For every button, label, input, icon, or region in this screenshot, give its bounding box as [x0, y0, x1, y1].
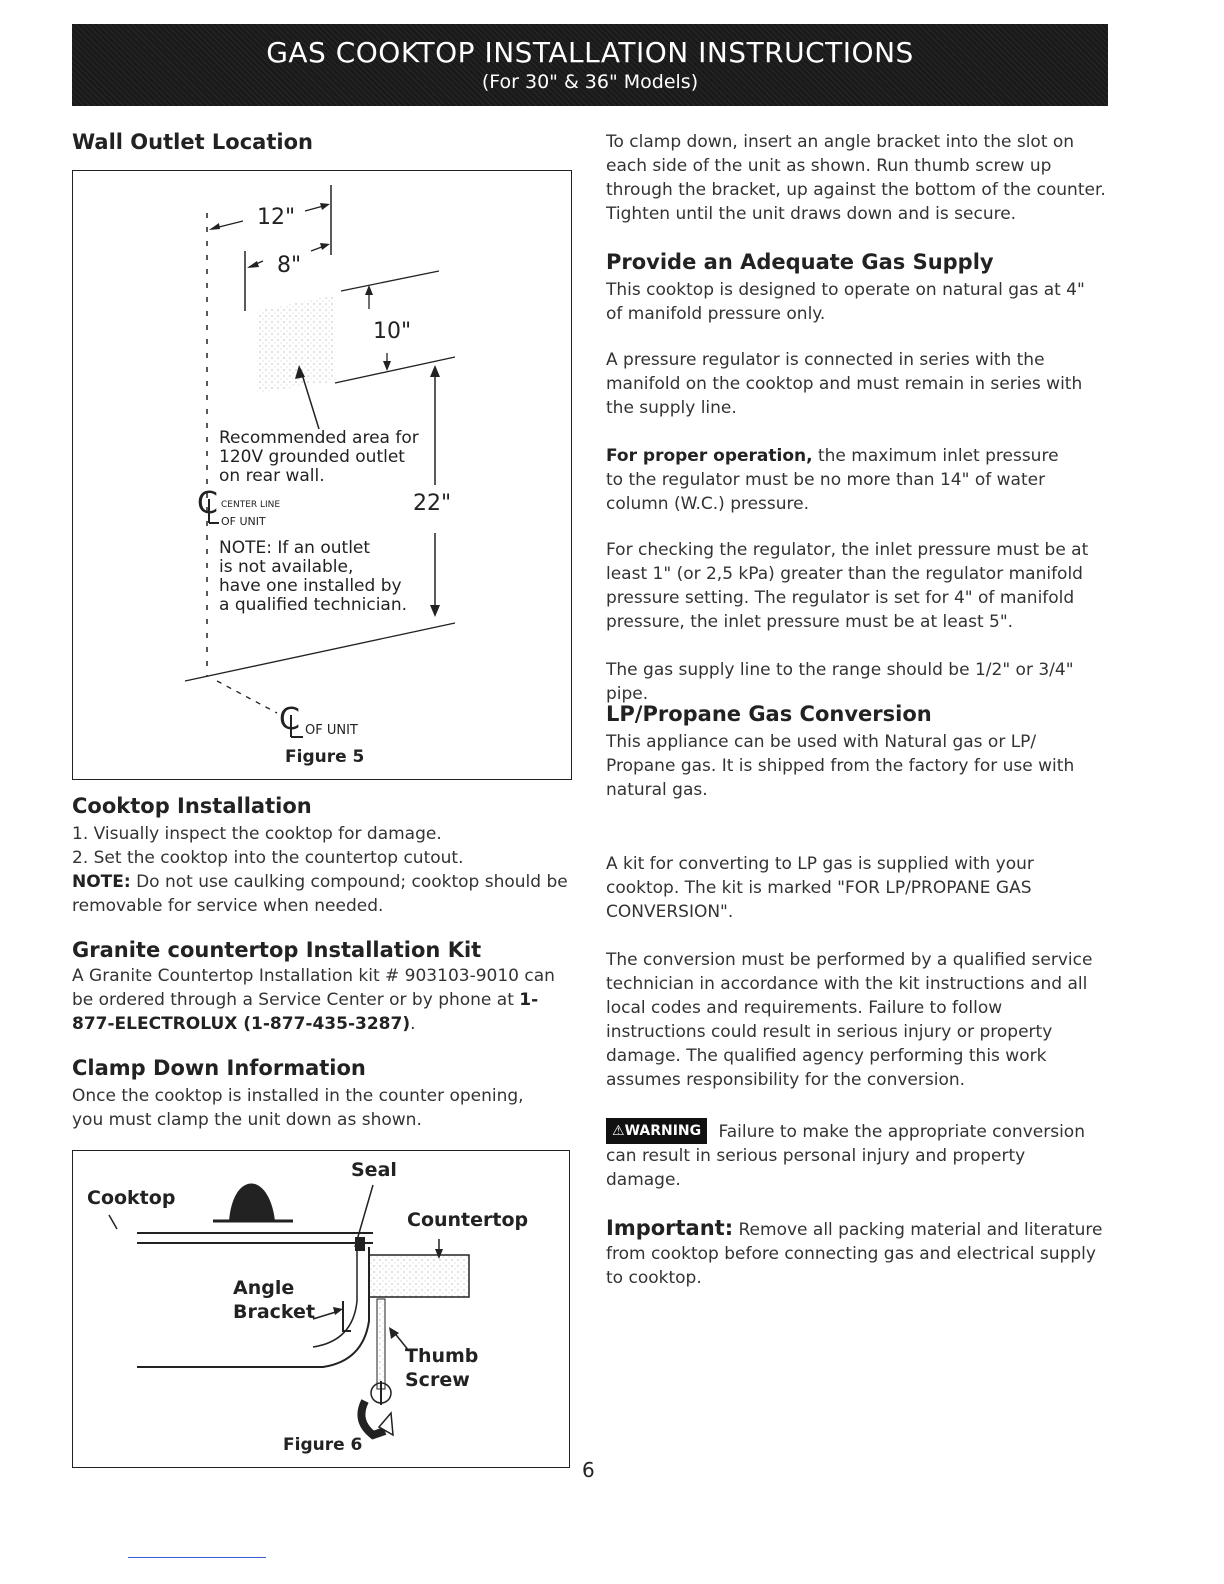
dim-8: 8" — [277, 253, 302, 278]
install-step-1: 1. Visually inspect the cooktop for damage. — [72, 824, 442, 844]
clamp-down-heading: Clamp Down Information — [72, 1056, 366, 1080]
of-unit-label-bottom: OF UNIT — [305, 723, 358, 738]
of-unit-label-top: OF UNIT — [221, 515, 266, 528]
note-line-2: is not available, — [219, 557, 354, 577]
thumb-label: Thumb — [405, 1345, 479, 1367]
gas-supply-heading: Provide an Adequate Gas Supply — [606, 250, 994, 274]
recommended-area-text — [219, 429, 419, 486]
granite-kit-end: . — [410, 1014, 416, 1034]
page-subtitle: (For 30" & 36" Models) — [481, 71, 699, 93]
proper-operation-text: the maximum inlet pressure to the regulator must be no more than 14" of water column (W.C.) pressure. — [606, 446, 1059, 514]
important-text: Remove all packing material and literature from cooktop before connecting gas and electrical supply to cooktop. — [606, 1220, 1103, 1288]
countertop-label: Countertop — [407, 1209, 529, 1231]
footer-rule — [128, 1557, 266, 1558]
screw-label: Screw — [405, 1369, 470, 1391]
page-title: GAS COOKTOP INSTALLATION INSTRUCTIONS — [266, 36, 914, 69]
center-line-label: CENTER LINE — [221, 500, 281, 510]
note-line-3: have one installed by — [219, 576, 402, 596]
bracket-label: Bracket — [233, 1301, 316, 1323]
granite-kit-body — [72, 964, 572, 1036]
proper-operation-label: For proper operation, — [606, 446, 813, 466]
granite-kit-phone: 1-877-ELECTROLUX (1-877-435-3287) — [72, 990, 539, 1034]
cooktop-label: Cooktop — [87, 1187, 176, 1209]
angle-label: Angle — [233, 1277, 295, 1299]
cooktop-installation-heading: Cooktop Installation — [72, 794, 312, 818]
recommend-line-2: 120V grounded outlet — [219, 447, 405, 467]
install-note-label: NOTE: — [72, 872, 131, 892]
gas-supply-p5: The gas supply line to the range should be 1/2" or 3/4" pipe. — [606, 660, 1074, 704]
warning-badge-label: WARNING — [624, 1123, 702, 1139]
lp-conversion-heading: LP/Propane Gas Conversion — [606, 702, 932, 726]
warning-triangle-icon: ⚠ — [612, 1123, 625, 1139]
figure-6 — [72, 1150, 570, 1468]
figure-6-caption: Figure 6 — [283, 1435, 363, 1455]
seal-label: Seal — [351, 1159, 397, 1181]
gas-supply-p4: For checking the regulator, the inlet pressure must be at least 1" (or 2,5 kPa) greater than the regulator manifold pressure setting. The regulator is set for 4" of manifold pressure, the inlet pressure must be at least 5". — [606, 540, 1089, 632]
svg-text:C: C — [197, 486, 218, 521]
gas-supply-p3 — [606, 444, 1076, 516]
note-line-1: NOTE: If an outlet — [219, 538, 371, 558]
dim-10: 10" — [373, 319, 412, 344]
important-paragraph — [606, 1216, 1106, 1290]
install-step-2: 2. Set the cooktop into the countertop cutout. — [72, 848, 464, 868]
dim-22: 22" — [413, 491, 452, 516]
lp-p2: A kit for converting to LP gas is supplied with your cooktop. The kit is marked "FOR LP/PROPANE GAS CONVERSION". — [606, 854, 1034, 922]
recommend-line-3: on rear wall. — [219, 466, 325, 486]
page-number: 6 — [582, 1458, 595, 1482]
warning-paragraph — [606, 1118, 1086, 1192]
svg-text:C: C — [279, 702, 300, 737]
figure-5 — [72, 170, 572, 780]
figure-5-caption: Figure 5 — [285, 747, 365, 767]
clamp-continued-text: To clamp down, insert an angle bracket into the slot on each side of the unit as shown. Run thumb screw up through the bracket, up against the bottom of the counter. Tighten until the unit draws down and is secure. — [606, 132, 1106, 224]
warning-badge — [606, 1118, 707, 1144]
dim-12: 12" — [257, 205, 296, 230]
title-banner — [72, 24, 1108, 106]
recommend-line-1: Recommended area for — [219, 428, 419, 448]
important-label: Important: — [606, 1216, 734, 1240]
install-note-text: Do not use caulking compound; cooktop should be removable for service when needed. — [72, 872, 568, 916]
gas-supply-p1: This cooktop is designed to operate on natural gas at 4" of manifold pressure only. — [606, 280, 1085, 324]
warning-text: Failure to make the appropriate conversion can result in serious personal injury and property damage. — [606, 1122, 1085, 1190]
granite-kit-text: A Granite Countertop Installation kit # 903103-9010 can be ordered through a Service Center or by phone at — [72, 966, 555, 1010]
note-text — [219, 539, 407, 615]
granite-kit-heading: Granite countertop Installation Kit — [72, 938, 482, 962]
cooktop-installation-body — [72, 822, 572, 918]
wall-outlet-heading: Wall Outlet Location — [72, 130, 313, 154]
install-note — [72, 870, 572, 918]
note-line-4: a qualified technician. — [219, 595, 408, 615]
clamp-down-body: Once the cooktop is installed in the counter opening, you must clamp the unit down as shown. — [72, 1086, 524, 1130]
gas-supply-p2: A pressure regulator is connected in series with the manifold on the cooktop and must remain in series with the supply line. — [606, 350, 1083, 418]
lp-p1: This appliance can be used with Natural gas or LP/ Propane gas. It is shipped from the factory for use with natural gas. — [606, 732, 1075, 800]
lp-p3: The conversion must be performed by a qualified service technician in accordance with the kit instructions and all local codes and requirements. Failure to follow instructions could result in serious injury or property damage. The qualified agency performing this work assumes responsibility for the conversion. — [606, 950, 1093, 1090]
